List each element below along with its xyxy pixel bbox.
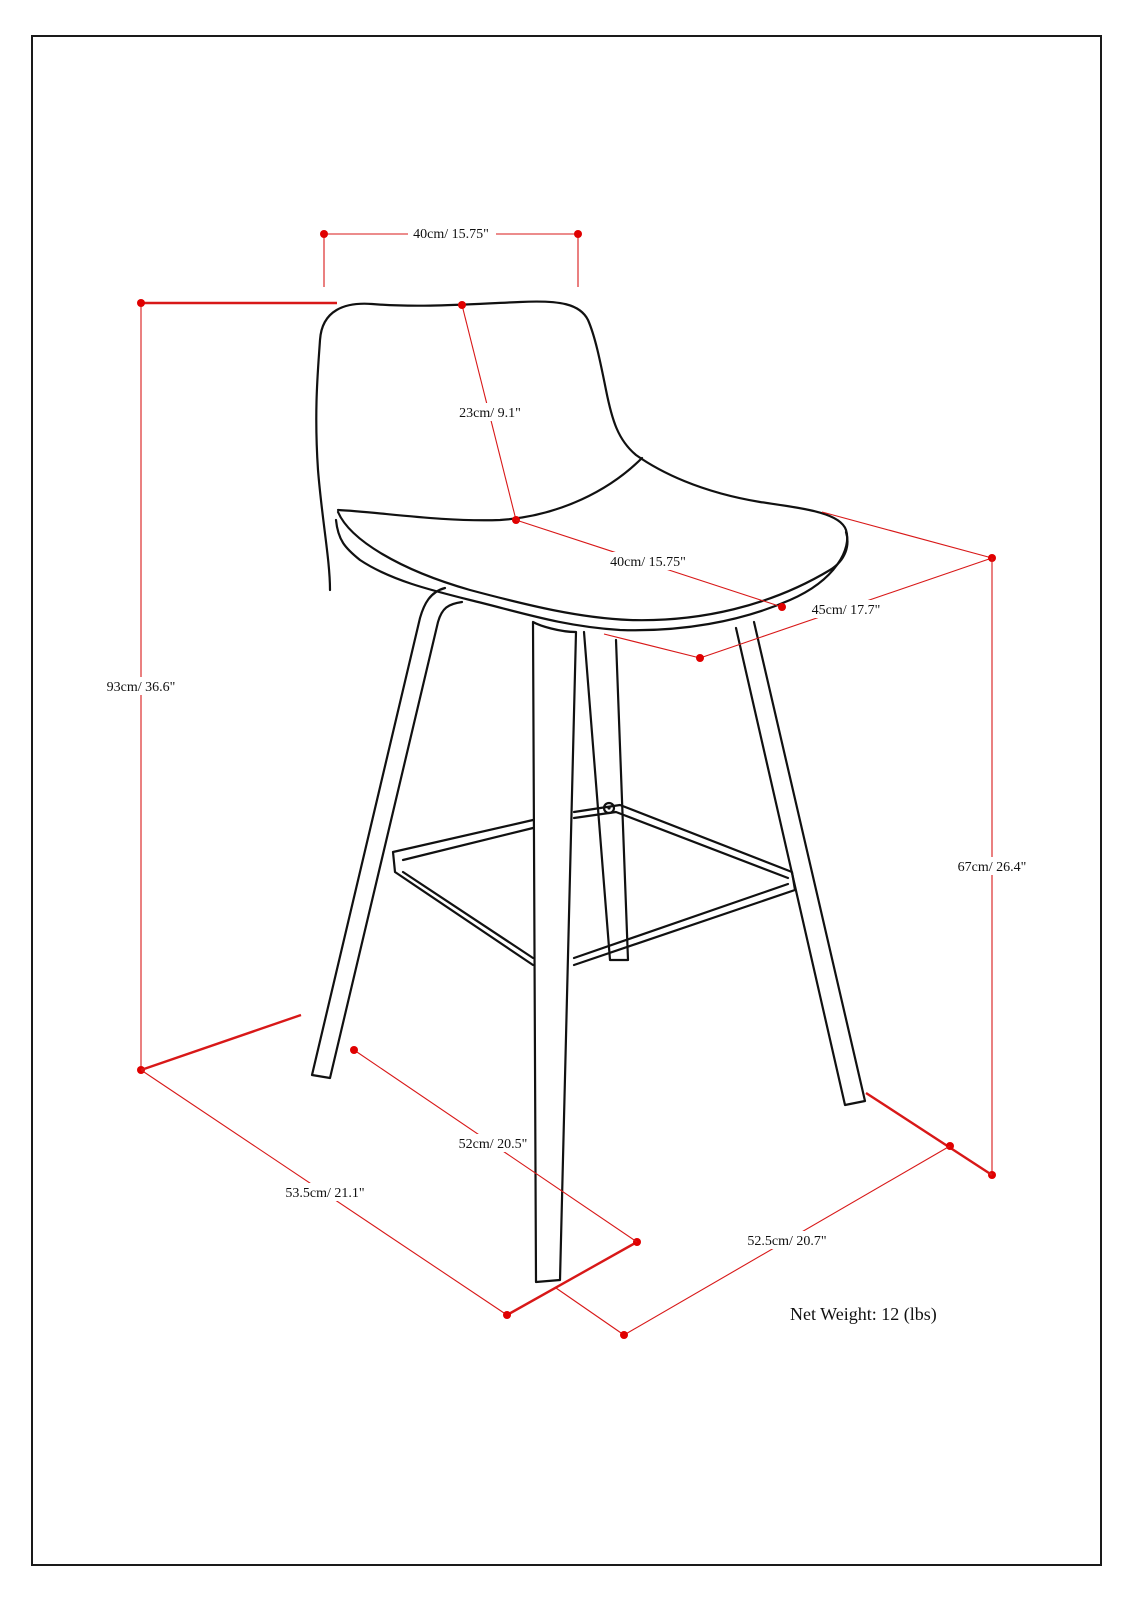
label-seat-back-width: 40cm/ 15.75" [413, 227, 489, 242]
dim-dot [778, 603, 786, 611]
seat-back-seam [338, 458, 642, 520]
dim-dot [320, 230, 328, 238]
dimension-labels [100, 224, 1034, 1325]
label-seat-depth: 40cm/ 15.75" [610, 555, 686, 570]
dim-ext-base-width [556, 1288, 624, 1335]
dim-dot [620, 1331, 628, 1339]
dim-ext-base-right [866, 1093, 992, 1175]
seat-shell-outline [316, 302, 847, 631]
label-total-height: 93cm/ 36.6" [106, 680, 176, 695]
label-seat-width: 45cm/ 17.7" [811, 603, 881, 618]
dim-dot [696, 654, 704, 662]
footrest-ring [393, 805, 795, 965]
label-base-width: 52.5cm/ 20.7" [747, 1234, 827, 1249]
stool-outline [312, 302, 865, 1282]
dim-dot [350, 1046, 358, 1054]
front-center-leg [533, 622, 576, 1282]
label-base-depth: 53.5cm/ 21.1" [285, 1186, 365, 1201]
footrest-bolt-center [607, 806, 610, 809]
dim-dot [137, 299, 145, 307]
dim-ext-base-front [507, 1242, 637, 1315]
front-left-leg [312, 588, 462, 1078]
label-front-leg-span: 52cm/ 20.5" [458, 1137, 528, 1152]
dim-ext-seat-front [604, 634, 700, 658]
label-seat-height: 67cm/ 26.4" [957, 860, 1027, 875]
dimension-lines [137, 230, 996, 1339]
dim-ext-base-left [141, 1015, 301, 1070]
label-backrest-height: 23cm/ 9.1" [459, 406, 521, 421]
dim-dot [458, 301, 466, 309]
back-center-leg [584, 632, 628, 960]
back-right-leg [736, 622, 865, 1105]
dim-dot [574, 230, 582, 238]
dim-dot [503, 1311, 511, 1319]
net-weight-label: Net Weight: 12 (lbs) [790, 1304, 937, 1324]
